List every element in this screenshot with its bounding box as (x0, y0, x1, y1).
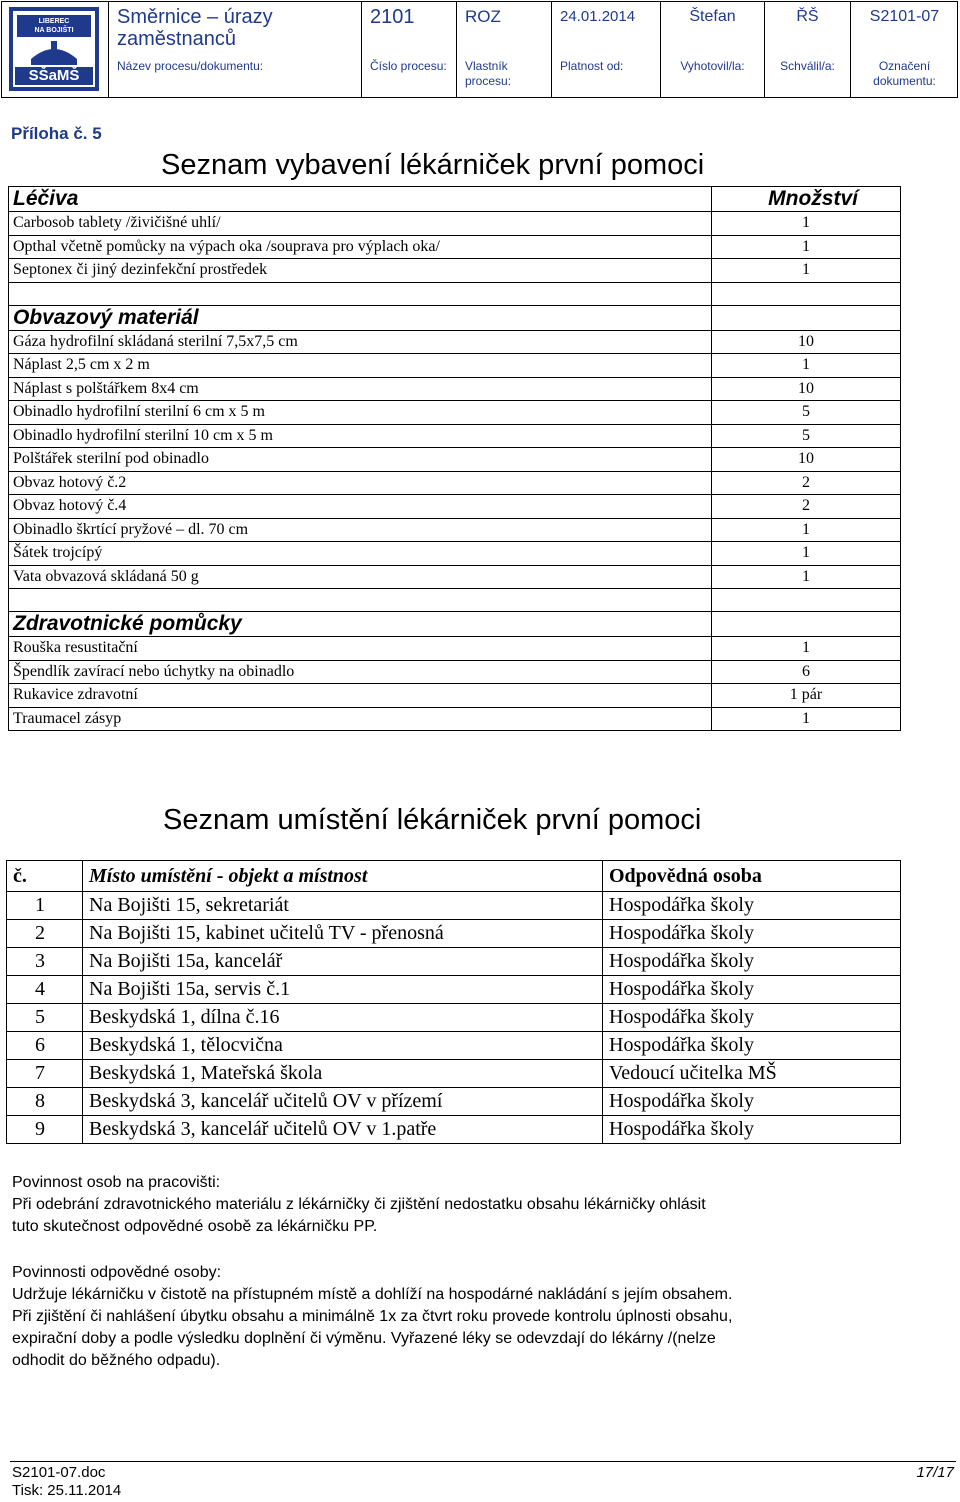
table-row: Obvaz hotový č.2 2 (9, 471, 901, 495)
table-row: Rukavice zdravotní 1 pár (9, 684, 901, 708)
logo-line-3: SŠaMŠ (28, 67, 80, 84)
table-row: 7 Beskydská 1, Mateřská škola Vedoucí učitelka MŠ (7, 1060, 901, 1088)
workplace-duties-line: tuto skutečnost odpovědné osobě za lékárničku PP. (12, 1218, 378, 1235)
logo-line-2: NA BOJIŠTI (34, 27, 74, 34)
table-row: 5 Beskydská 1, dílna č.16 Hospodářka školy (7, 1004, 901, 1032)
spacer-row (9, 282, 901, 305)
section-row-aids (9, 612, 901, 637)
table-row: Špendlík zavírací nebo úchytky na obinadlo 6 (9, 660, 901, 684)
doc-id-label: Označení dokumentu: (873, 59, 936, 88)
spacer-row (9, 589, 901, 612)
section-header-dressing: Obvazový materiál (9, 305, 712, 330)
table-row: Obvaz hotový č.4 2 (9, 495, 901, 519)
process-owner-label: Vlastník procesu: (465, 59, 512, 88)
prepared-by-value: Štefan (689, 8, 736, 25)
table-row: Vata obvazová skládaná 50 g 1 (9, 565, 901, 589)
workplace-duties-heading: Povinnost osob na pracovišti: (12, 1174, 221, 1191)
table-row: Šátek trojcípý 1 (9, 542, 901, 566)
header-doc-id (851, 1, 958, 98)
process-number-value: 2101 (370, 6, 415, 28)
table-row: 1 Na Bojišti 15, sekretariát Hospodářka školy (7, 892, 901, 920)
table-row: Traumacel zásyp 1 (9, 707, 901, 731)
header-process-owner (457, 1, 552, 98)
column-header-number: č. (7, 861, 83, 892)
workplace-duties-line: Při odebrání zdravotnického materiálu z lékárničky či zjištění nedostatku obsahu lékárničky ohlásit (12, 1196, 706, 1213)
table-row: Náplast 2,5 cm x 2 m 1 (9, 354, 901, 378)
prepared-by-label: Vyhotovil/la: (680, 59, 745, 73)
approved-by-value: ŘŠ (796, 8, 819, 25)
column-header-drugs: Léčiva (9, 187, 712, 212)
column-header-location: Místo umístění - objekt a místnost (83, 861, 603, 892)
table-header-row (7, 861, 901, 892)
table-row: Gáza hydrofilní skládaná sterilní 7,5x7,5 cm 10 (9, 330, 901, 354)
process-name-value: Směrnice – úrazy zaměstnanců (117, 6, 273, 50)
table-row: Opthal včetně pomůcky na výpach oka /souprava pro výplach oka/ 1 (9, 235, 901, 259)
responsible-duties-line: Při zjištění či nahlášení úbytku obsahu a minimálně 1x za čtvrt roku provede kontrolu úplnosti obsahu, (12, 1308, 733, 1325)
section-header-aids: Zdravotnické pomůcky (9, 612, 712, 637)
table-row: Obinadlo škrtící pryžové – dl. 70 cm 1 (9, 518, 901, 542)
logo-line-1: LIBEREC (38, 18, 70, 25)
footer-doc-name: S2101-07.doc (12, 1464, 106, 1481)
table-row: Náplast s polštářkem 8x4 cm 10 (9, 377, 901, 401)
table-row: 9 Beskydská 3, kancelář učitelů OV v 1.patře Hospodářka školy (7, 1116, 901, 1144)
table-row: Polštářek sterilní pod obinadlo 10 (9, 448, 901, 472)
table-row: Rouška resustitační 1 (9, 637, 901, 661)
valid-from-label: Platnost od: (560, 59, 624, 73)
table-row: 3 Na Bojišti 15a, kancelář Hospodářka školy (7, 948, 901, 976)
responsible-duties-line: odhodit do běžného odpadu). (12, 1352, 221, 1369)
footer-divider (10, 1461, 956, 1462)
header-valid-from (552, 1, 661, 98)
attachment-label: Příloha č. 5 (11, 124, 102, 143)
footer-page-number: 17/17 (916, 1464, 954, 1481)
table-row: 2 Na Bojišti 15, kabinet učitelů TV - přenosná Hospodářka školy (7, 920, 901, 948)
first-aid-kit-contents-table (8, 186, 901, 731)
header-process-name (109, 1, 362, 98)
section-row-dressing (9, 305, 901, 330)
process-name-label: Název procesu/dokumentu: (117, 59, 264, 73)
first-aid-kit-locations-table (6, 860, 901, 1144)
table-row: 6 Beskydská 1, tělocvična Hospodářka školy (7, 1032, 901, 1060)
table-row: Obinadlo hydrofilní sterilní 10 cm x 5 m 5 (9, 424, 901, 448)
table-row: Septonex či jiný dezinfekční prostředek 1 (9, 259, 901, 283)
responsible-duties-line: expirační doby a podle výsledku doplnění či výměnu. Vyřazené léky se odevzdají do lékárny /(nelze (12, 1330, 716, 1347)
table-row: 8 Beskydská 3, kancelář učitelů OV v přízemí Hospodářka školy (7, 1088, 901, 1116)
table-row: 4 Na Bojišti 15a, servis č.1 Hospodářka školy (7, 976, 901, 1004)
process-owner-value: ROZ (465, 7, 501, 26)
doc-id-value: S2101-07 (869, 8, 940, 25)
footer-print-date: Tisk: 25.11.2014 (12, 1482, 122, 1499)
responsible-duties-heading: Povinnosti odpovědné osoby: (12, 1264, 222, 1281)
locations-title: Seznam umístění lékárniček první pomoci (163, 804, 702, 836)
table-row: Carbosob tablety /živičišné uhlí/ 1 (9, 212, 901, 236)
valid-from-value: 24.01.2014 (560, 8, 636, 25)
header-process-number (362, 1, 457, 98)
header-approved-by (765, 1, 851, 98)
approved-by-label: Schválil/a: (780, 59, 835, 73)
school-logo (1, 1, 109, 98)
table-row: Obinadlo hydrofilní sterilní 6 cm x 5 m 5 (9, 401, 901, 425)
page-title: Seznam vybavení lékárniček první pomoci (161, 149, 705, 181)
responsible-duties-line: Udržuje lékárničku v čistotě na přístupném místě a dohlíží na hospodárné nakládání s jejím obsahem. (12, 1286, 733, 1303)
header-prepared-by (661, 1, 765, 98)
table-header-row (9, 187, 901, 212)
column-header-responsible: Odpovědná osoba (603, 861, 901, 892)
process-number-label: Číslo procesu: (370, 59, 447, 73)
column-header-quantity: Množství (712, 187, 901, 212)
